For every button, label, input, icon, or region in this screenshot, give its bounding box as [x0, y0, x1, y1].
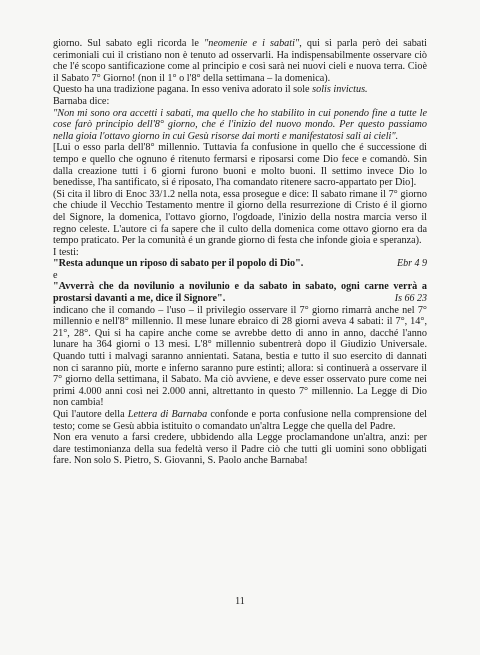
italic-title: Lettera di Barnaba [127, 409, 208, 420]
italic-quote: "neomenie e i sabati" [203, 38, 300, 49]
quote-text: "Avverrà che da novilunio a novilunio e da sabato in sabato, ogni carne verrà a prostarsi davanti a me, dice il Signore". [53, 281, 427, 305]
scripture-quote [53, 258, 427, 270]
text-run: Questo ha una tradizione pagana. In esso veniva adorato il sole [53, 84, 313, 96]
scripture-reference: Ebr 4 9 [397, 258, 427, 270]
scripture-reference: Is 66 23 [394, 293, 427, 305]
paragraph [53, 84, 427, 96]
paragraph: (Si cita il libro di Enoc 33/1.2 nella nota, essa prosegue e dice: Il sabato rimane il 7° giorno che chiude il Vecchio Testamento mentre il giorno della resurrezione di Cristo é il giorno del Signore, la domenica, l'ottavo giorno, l'ogdoade, l'inizio della nostra marcia verso il regno celeste. L'autore ci fa sapere che il culto della domenica come ottavo giorno era da tempo praticato. Per la comunità é un grande giorno di festa che infonde gioia e speranza). [53, 188, 427, 247]
page-number: 11 [235, 596, 245, 607]
paragraph: [Lui o esso parla dell'8° millennio. Tuttavia fa confusione in quello che é successione di tempo e quello che ognuno é ritenuto fermarsi e riposarsi come Dio fece e comandò. Sin dalla creazione tutti i 6 giorni furono buoni e molto buoni. Il settimo invece Dio lo benedisse, l'ha santificato, si é riposato, l'ha comandato ritenere sacro-appartato per Dio]. [53, 142, 427, 189]
paragraph: Barnaba dice: [53, 95, 110, 107]
text-run: Qui l'autore della [53, 409, 128, 420]
connector: e [53, 269, 58, 281]
paragraph [53, 409, 427, 432]
quote-text: "Resta adunque un riposo di sabato per il popolo di Dio". [53, 258, 304, 270]
text-run: , qui si parla però dei sabati cerimoniali cui il cristiano non è tenuto ad osservarli. Ha indispensabilmente osservare ciò che l'é scopo santificazione come al principio e così sarà nei nuovi cieli e nuova terra. Cioè il Sabato 7° Giorno! (non il 1° o l'8° della settimana – la domenica). [53, 38, 427, 84]
paragraph: I testi: [53, 246, 79, 258]
body-text [53, 38, 427, 467]
paragraph [53, 38, 427, 84]
barnaba-quote: "Non mi sono ora accetti i sabati, ma quello che ho stabilito in cui ponendo fine a tutte le cose farò principio dell'8° giorno, che é l'inizio del nuovo mondo. Per questo passiamo nella gioia l'ottavo giorno in cui Gesù risorse dai morti e manifestatosi sali ai cieli". [53, 107, 427, 142]
paragraph: Non era venuto a farsi credere, ubbidendo alla Legge proclamandone un'altra, anzi: per dare testimonianza della sua fedeltà verso il Padre ciò che tutti gli uomini sono obbligati fare. Non solo S. Pietro, S. Giovanni, S. Paolo anche Barnaba! [53, 432, 427, 467]
text-run: giorno. Sul sabato egli ricorda le [53, 38, 204, 49]
scripture-quote [53, 281, 427, 304]
paragraph: indicano che il comando – l'uso – il privilegio osservare il 7° giorno rimarrà anche nel 7° millennio e nell'8° millennio. Il mese lunare ebraico di 28 giorni aveva 4 sabati: il 7°, 14°, 21°, 28°. Qui si ha capire anche come se avrebbe detto di anno in anno, dacché l'anno lunare ha 364 giorni o 13 mesi. L'8° millennio subentrerà dopo il Giudizio Universale. Quando tutti i malvagi saranno annientati. Satana, bestia e tutto il suo esercito di dannati non ci saranno più, morte e inferno saranno pure estinti; allora: si continuerà a osservare il 7° giorno della settimana, il Sabato. Ma ciò avviene, e deve esser osservato pure come nei primi 4.000 anni così nei 2.000 anni, altrettanto in questo 7° millennio. La Legge di Dio non cambia! [53, 304, 427, 409]
text-run: confonde e porta confusione nella comprensione del testo; come se Gesù abbia istituito o comandato un'altra Legge che quella del Padre. [53, 409, 427, 432]
italic-term: solis invictus. [312, 84, 368, 96]
